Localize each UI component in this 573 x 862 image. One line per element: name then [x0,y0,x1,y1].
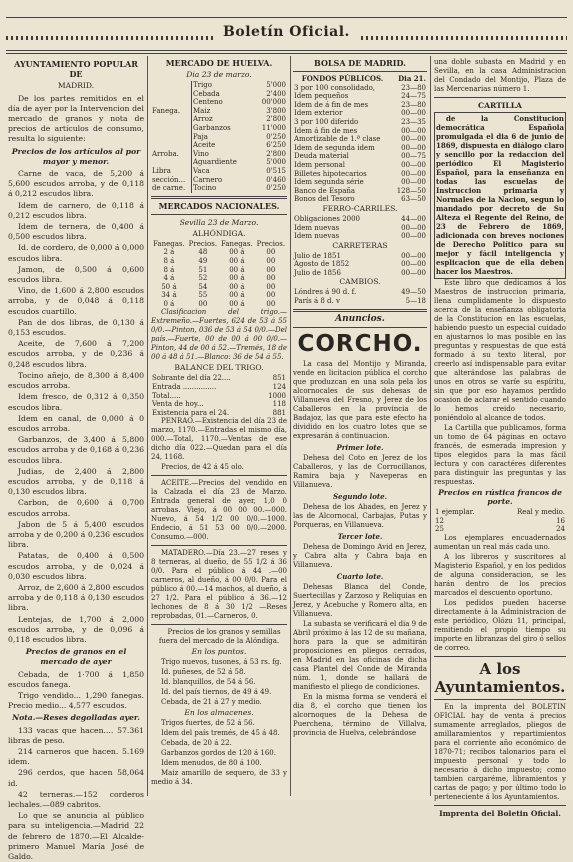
alhondiga-cell: 34 á [161,291,177,300]
fanega-row-value: 11'000 [261,123,286,132]
penrao-paragraph: PENRAO.—Existencia del día 23 de marzo, 1170.—Entradas el mismo día, 000.—Total, 1170.—Ventas de ese dicho día 022.—Quedan para el día 24, 1168. [151,417,287,462]
libra-row-label: Libra sección... de carne. [152,166,186,193]
fondos-row-cell: 00—00 [401,143,426,152]
clasificacion-paragraph: Clasificacion del trigo.—Extremeño.—Fuertes, 624 de 53 á 55 0/0.—Pinton, 036 de 53 á 54 0/0.—Del país.—Fuerte, 00 de 00 á 00 0/0.—Pinton, 44 de 00 á 52.—Tremés, 18 de 00 á 48 á 51.—Blanco: 36 de 54 á 55. [151,308,287,362]
alhondiga-cell: 00 [266,282,276,291]
grain-subheading: Precios de granos en el mercado de ayer [25,647,127,667]
reses-list [8,726,144,862]
price-item: Tocino añejo, de 8,300 á 8,400 escudos arroba. [8,370,144,391]
alhondiga-cell: 00 á [229,248,245,257]
alhondiga-cell: 55 [198,291,208,300]
carreteras-row [293,252,427,261]
misma-paragraph: En la misma forma se venderá el dia 8, el corcho que tienen los alcornoques de la Dehesa de Puerchena, término de Villalva, provincia de Huelva, celebrándose [293,692,427,737]
balance-row [151,383,287,392]
ferro-row [293,215,427,224]
libra-row-value: 0'460 [266,175,286,184]
divider [293,71,427,72]
ferro-row-cell: 00—00 [401,223,426,232]
fondos-row-cell: 23—80 [401,83,426,92]
carreteras-row-cell: 00—00 [401,251,426,260]
alhondiga-cell: 51 [198,265,208,274]
price-item: Lentejas, de 1,700 á 2,000 escudos arroba, y de 0,096 á 0,118 escudos libra. [8,614,144,644]
alhondiga-cell: 49 [198,256,208,265]
alhondiga-row [151,248,287,257]
fondos-row-cell: Idem de segunda idem [294,143,375,152]
balance-label: Existencia para el 24. [152,408,230,417]
precios-table [434,508,566,534]
balance-label: Entrada ............... [152,383,217,392]
precios-row-cell: 16 [556,516,565,525]
arroba-row-value: 5'000 [266,158,286,167]
arroba-table [151,141,287,167]
alhondiga-cell: 2 á [163,248,175,257]
fondos-row-cell: 00—75 [401,152,426,161]
alhondiga-cell: 00 á [229,256,245,265]
precios-heading: Precios en rústica francos de porte. [438,488,562,506]
fondos-row-cell: Idem exterior [294,109,343,118]
cambios-row-cell: 49—50 [401,288,426,297]
imprenta-footer: Imprenta del Boletin Oficial. [439,808,561,818]
fanega-row-value: 2'400 [266,89,286,98]
anuncios-heading: Anuncios. [335,313,385,324]
arroba-row [151,141,287,150]
alhondiga-cell: 4 á [163,274,175,283]
reses-item: 133 vacas que hacen.... 57.361 libras de peso. [8,725,144,745]
pedidos-paragraph: Los pedidos pueden hacerse directamente á la Administracion de este periódico, Olózu 11, principal, remitiendo el propio tiempo su importe en libranzas del giro ó sellos de correo. [434,598,566,652]
cambios-heading: CAMBIOS. [339,277,381,287]
price-item: Garbanzos, de 3,400 á 5,800 escudos arroba y de 0,168 á 0,236 escudos libra. [8,435,144,465]
fondos-row-cell: Billetes hipotecarios [294,169,367,178]
fuera-list [151,658,287,707]
matadero-paragraph: MATADERO.—Día 23.—27 reses y 8 terneras, al dueño, de 55 1/2 á 36 0/0. Para el público á 44 .—00 carneros, al dueño, á 00 0/0. Para el público á 00.—14 machos, al dueño, á 27 1/2. Para el público á 36.—12 lechones de 8 á 30 1/2 —Reses reprobadas, 01.—Carneros, 0. [151,549,287,621]
alhondiga-col-header: Precios. [256,239,286,248]
cartilla-box [434,112,566,279]
arroba-row-value: 6'250 [266,141,286,150]
fondos-row-cell: 00—00 [401,135,426,144]
alhondiga-cell: 8 á [163,256,175,265]
subasta-paragraph: La subasta se verificará el dia 9 de Abril próximo á las 12 de su mañana, hora para la que se admitirán proposiciones en pliegos cerrados, en Madrid en las oficinas de dicha casa Plantel del Conde de Miranda núm. 1, donde se hallará de manifiesto el pliego de condiciones. [293,619,427,691]
cambios-row-cell: Lóndres á 90 d. f. [294,288,357,297]
divider [151,475,287,476]
lotes-list [293,443,427,619]
corcho-paragraph: La casa del Montijo y Miranda, vende en licitacion pública el corcho que produzcan en una sola pela los alcornocales de sus dehesas de Villanueva del Fresno, y Jerez de los Caballeros en la provincia de Badajoz, las que para este efecto ha dividido en los cuatro lotes que se expresarán á continuacion. [293,359,427,440]
alhondiga-col-header: Precios. [188,239,218,248]
almacenes-item: Idem menudos, de 80 á 100. [161,759,262,768]
alhondiga-cell: 00 [266,248,276,257]
lote-title: Tercer lote. [337,531,383,541]
alhondiga-heading: ALHÓNDIGA. [192,228,246,238]
balance-heading: BALANCE DEL TRIGO. [174,363,264,373]
precios-paragraph: Precios, de 42 á 45 olo. [161,463,244,472]
price-item: Judias, de 2,400 á 2,800 escudos arroba, y de 0,118 á 0,130 escudos libra. [8,466,144,497]
lote-title: Primer lote. [336,442,384,452]
cambios-row-cell: 5—18 [405,297,426,306]
alhondiga-cell: 00 á [229,291,245,300]
libra-table [151,167,287,193]
fanega-row-value: 3'800 [266,106,286,115]
alhondiga-cell: 00 [266,265,276,274]
almacenes-item: Idem del país tremés, de 45 á 48. [161,729,280,738]
price-item: Carbon, de 0,600 á 0,700 escudos arroba. [8,498,144,518]
fondos-row [293,187,427,196]
ayuntamientos-paragraph: En la imprenta del BOLETIN OFICIAL hay de venta á precios sumamente arreglados, pliegos de amillaramientos y repartimientos para el corriente año económico de 1870-71; recibos talonarios para el impuesto personal y todo lo necesario á dicho impuesto; como tambien cargaréme, libramientos y cartas de pago; y por último todo lo perteneciente á los Ayuntamientos. [434,702,566,801]
fondos-row [293,127,427,136]
fondos-row-cell: 3 por 100 diferido [294,117,359,126]
precios-row-cell: 25 [435,525,444,534]
alhondiga-col-header: Fanegas. [153,239,185,248]
almacenes-heading: En los almacenes. [184,708,254,718]
fanega-row-item: Maiz [192,107,250,116]
precios-col-header: Real y medio. [516,508,565,516]
fondos-row-cell: Banco de España [294,186,356,195]
divider [434,699,566,700]
cartilla-heading: CARTILLA [478,101,522,110]
fanega-row-item: Trigo [192,81,250,90]
alhondiga-row [151,291,287,300]
dia-heading: Dia 21. [398,74,426,83]
alhondiga-cell: 00 [266,256,276,265]
ejemplares-paragraph: Los ejemplares encuadernados aumentan un real más cada uno. [434,533,566,551]
divider [434,805,566,806]
fondos-row-cell: 63—50 [401,195,426,204]
price-item: Carne de vaca, de 5,200 á 5,600 escudos arroba, y de 0,118 á 0,212 escudos libra. [8,169,144,199]
fondos-row-cell: 00—00 [401,178,426,187]
fondos-row [293,92,427,101]
balance-value: 881 [272,408,286,417]
masthead-title-text: Boletín Oficial. [215,24,358,40]
column-mercado-huelva [151,58,287,794]
alhondiga-cell: 54 [198,282,208,291]
almacenes-item: Garbanzos gordos de 120 á 160. [161,749,276,758]
fondos-table [293,75,427,204]
reses-item: Lo que se anuncia al público para su inteligencia.—Madrid 22 de febrero de 1870.—El Alcalde-primero Manuel María José de Galdo. [8,811,144,862]
fondos-row-cell: Idem segunda série [294,178,364,187]
alhondiga-row [151,283,287,292]
alhondiga-row [151,300,287,309]
ferro-heading: FERRO-CARRILES. [322,203,398,213]
fanega-row-item: Paja [192,133,250,142]
almacenes-item: Trigos fuertes, de 52 á 56. [161,719,255,728]
price-item: Patatas, de 0,400 á 0,500 escudos arroba, y de 0,024 á 0,030 escudos libra. [8,551,144,581]
libreros-paragraph: A los libreros y suscritores al Magisterio Español, y en los pedidos de alguna consideracion, se les harán dentro de los precios marcados el descuento oportuno. [434,552,566,597]
lote-title: Cuarto lote. [336,571,384,581]
alhondiga-cell: 50 á [161,282,177,291]
fondos-row [293,84,427,93]
lote-description: Dehesa del Coto en Jerez de los Caballeros, y las de Corrocillanos, Ramira baja y Naveperas en Villanueva. [293,453,427,489]
carreteras-row-cell: Julio de 1851 [294,251,341,260]
balance-row [151,409,287,418]
alhondiga-cell: 00 [266,299,276,308]
aceite-paragraph: ACEITE.—Precios del vendido en la Calzada el día 23 de Marzo. Entrada general de ayer, 1,0 0 arrobas. Viejo, á 00 00 00.—000. Nuevo, á 54 1/2 00 0/0.—1000. Endecio, á 51 53 00 0/0.—2000. Consumo.—000. [151,479,287,542]
balance-label: Sobrante del día 22.... [152,374,231,383]
fanega-row-value: 0'250 [266,132,286,141]
reses-subheading: Nota.—Reses degolladas ayer. [12,713,140,723]
balance-value: 118 [272,400,286,409]
top-rule [6,17,567,18]
ferro-row-cell: 00—00 [401,232,426,241]
masthead-title [0,24,573,40]
balance-label: Total..... [152,391,181,400]
column-anuncios [434,58,566,818]
market-date: Dia 23 de marzo. [186,70,252,79]
fondos-row-cell: Idem pequeños [294,92,349,101]
fanega-row-item: Centeno [192,98,250,107]
price-item: Pan de dos libras, de 0,130 á 0,153 escudos. [8,317,144,338]
alhondiga-cell: 00 á [229,265,245,274]
section-heading: MERCADO DE HUELVA. [165,58,273,68]
fondos-row [293,101,427,110]
arroba-row-item: Vino [192,150,257,159]
column-divider [430,56,431,796]
carreteras-table [293,252,427,278]
almacenes-item: Maiz amarillo de sequero, de 33 y medio á 34. [151,769,287,787]
precios-row-cell: 24 [556,525,565,534]
arroba-row-label: Arroba. [152,149,179,158]
cartilla-paragraph: de la Constitucion democrática Española promulgada el dia 6 de junio de 1869, dispuesta en diálogo claro y sencillo por la redaccion del periódico El Magisterio Español, para la enseñanza en todas las escuelas de Instruccion primaria y Normales de la Nacion, segun lo mandado por decreto de Su Alteza el Regente del Reino, de 23 de Febrero de 1869, adicionada con breves nociones de Derecho Político para su mejor y fácil inteligencia y esplicacion que de ella deben hacer los Maestros. [436,114,564,276]
libra-row-item: Carnero [192,176,249,185]
price-item: Idem fresco, de 0,312 á 0,350 escudos libra. [8,392,144,412]
grain-item: Cebada, de 1·700 á 1,850 escudos fanega. [8,669,144,689]
alhondiga-col-header: Fanegas. [221,239,253,248]
fondos-row [293,161,427,170]
price-item: Aceite, de 7,600 á 7,200 escudos arroba, y de 0,236 á 0,248 escudos libra. [8,339,144,369]
fondos-row [293,118,427,127]
carreteras-row-cell: Julio de 1856 [294,268,341,277]
lote-description: Dehesas Blanca del Conde, Suertecillas y Zarzoso y Reliquias en Jerez, y Acebuche y Romero alta, en Villanueva. [293,582,427,618]
libro-paragraph: Este libro que dedicamos á los Maestros de instruccion primaria, llena cumplidamente lo dispuesto acerca de la enseñanza obligatoria de la Constitucion en las escuelas, habiendo puesto un especial cuidado en ajustarnos lo mas posible en las preguntas y respuestas de que está formado á su texto literal, por creerlo así indispensable para evitar que alterándose las palabras de unos en otros se varíe su espíritu, sin que por eso hayamos perdido ocasion de aclarar el sentido cuando lo hemos creido necesario, poniéndolo al alcance de todos. [434,279,566,422]
section-heading: MERCADOS NACIONALES. [158,200,280,211]
ferro-row-cell: Obligaciones 2000 [294,214,361,223]
fuera-item: Trigo nuevos, tusones, á 53 rs. fg. [161,658,282,667]
fondos-row-cell: Idem personal [294,160,345,169]
divider [151,214,287,215]
price-item: Vino, de 1,600 á 2,800 escudos arroba, y de 0,048 á 0,118 escudos cuartillo. [8,286,144,316]
carreteras-row [293,260,427,269]
cambios-row [293,297,427,306]
ferro-row-cell: 44—00 [401,214,426,223]
alhondiga-cell: 00 á [229,299,245,308]
fuera-item: Id. blanquillos, de 54 á 56. [161,678,256,687]
fondos-row [293,178,427,187]
fondos-row-cell: 00—00 [401,109,426,118]
divider [434,97,566,98]
fanega-row-label: Fanega. [152,106,181,115]
precios-row [434,525,566,534]
carreteras-row-cell: Agosto de 1852 [294,260,350,269]
precios-col-header: 1 ejemplar. [435,508,475,516]
reses-item: 296 cerdos, que hacen 58,064 id. [8,768,144,788]
prices-subheading: Precios de los artículos al por mayor y menor. [11,146,141,166]
balance-table [151,374,287,417]
fondos-row [293,144,427,153]
balance-value: 124 [272,383,286,392]
fondos-row [293,152,427,161]
libra-row-item: Vaca [192,167,249,176]
fuera-item: Id. del país tiernos, de 49 á 49. [161,688,272,697]
divider [151,624,287,625]
carreteras-row-cell: 00—00 [401,268,426,277]
alhondiga-cell: 00 á [229,274,245,283]
divider [434,656,566,657]
fondos-row-cell: Amortizable de 1.ª clase [294,135,381,144]
fanega-table [151,81,287,141]
ayuntamientos-headline: A los Ayuntamientos. [434,659,566,696]
fuera-item: Id. puñeses, de 52 á 58. [161,668,246,677]
alhondiga-cell: 0 á [163,299,175,308]
price-item: Idem de ternera, de 0,400 á 0,500 escudos libra. [8,222,144,242]
balance-label: Venta de hoy... [152,400,204,409]
price-item: Jamon, de 0,500 á 0,600 escudos libra. [8,264,144,285]
fondos-row [293,195,427,204]
price-item: Idem de carnero, de 0,118 á 0,212 escudos libra. [8,200,144,220]
balance-row [151,400,287,409]
alhondiga-cell: 52 [198,274,208,283]
almacenes-list [151,719,287,787]
alhondiga-row [151,266,287,275]
puntos-heading: En los puntos. [191,647,247,657]
masthead-rule-1 [6,50,567,51]
balance-row [151,374,287,383]
subasta-continuation: una doble subasta en Madrid y en Sevilla, en la casa Administracion del Condado del Montijo, Plaza de las Mercenarias número 1. [434,58,566,93]
column-bolsa [293,58,427,794]
fondos-heading: FONDOS PÚBLICOS. [301,74,384,83]
alhondiga-table [151,240,287,309]
carreteras-row-cell: 00—00 [401,260,426,269]
arroba-row-item: Aguardiente [192,158,257,167]
cambios-table [293,288,427,305]
cambios-row-cell: París á 8 d. v [294,297,340,306]
alhondiga-row [151,274,287,283]
balance-value: 1000 [268,391,286,400]
reses-item: 214 carneros que hacen. 5.169 idem. [8,747,144,767]
fondos-row-cell: 00—00 [401,126,426,135]
fondos-row-cell: 24—75 [401,92,426,101]
divider [151,545,287,546]
cambios-row [293,288,427,297]
fanega-row-value: 00'000 [261,98,286,107]
alhondiga-row [151,257,287,266]
grain-item: Trigo vendido... 1,290 fanegas. Precio medio... 4,577 escudos. [8,690,144,711]
sevilla-date: Sevilla 23 de Marzo. [179,217,259,227]
fanega-row-value: 2'800 [266,115,286,124]
fanega-row [151,81,287,90]
fondos-row-cell: Idem de á fin de mes [294,100,369,109]
alhondiga-cell: 48 [198,248,208,257]
ferro-row [293,224,427,233]
fuera-item: Cebada, de 21 á 27 y medio. [161,698,262,707]
carreteras-row [293,269,427,278]
ferro-row-cell: Idem nuevas [294,232,340,241]
fondos-row [293,135,427,144]
fondos-row-cell: 00—00 [401,160,426,169]
divider [293,309,427,312]
carreteras-heading: CARRETERAS [332,240,388,250]
ferro-row-cell: Idem nuevas [294,223,340,232]
libra-row-value: 0'250 [266,184,286,193]
libra-row [151,167,287,176]
fanega-row-item: Arroz [192,115,250,124]
fondos-row-cell: Deuda material [294,152,349,161]
balance-row [151,392,287,401]
fondos-row-cell: Bonos del Tesoro [294,195,355,204]
fondos-row-cell: 3 por 100 consolidado, [294,83,376,92]
balance-value: 851 [272,374,286,383]
fuera-heading: Precios de los granos y semillas fuera del mercado de la Alóndiga. [158,628,281,646]
ferro-row [293,232,427,241]
price-item: Id. de cordero, de 0,000 á 0,000 escudos libra. [8,243,144,263]
libra-row-value: 0'515 [266,166,286,175]
intro-paragraph: De los partes remitidos en el día de ayer por la Intervencion del mercado de granos y nota de precios de artículos de consumo, resulta lo siguiente: [8,93,144,144]
reses-item: 42 terneras.—152 corderos lechales.—089 cabritos. [8,789,144,810]
arroba-row-value: 2'800 [266,149,286,158]
fondos-row-cell: 23—35 [401,117,426,126]
section-heading: BOLSA DE MADRID. [314,58,406,68]
alhondiga-cell: 00 á [229,282,245,291]
column-divider [147,56,148,796]
fondos-row-cell: 23—80 [401,100,426,109]
ferro-table [293,215,427,241]
price-list [8,169,144,645]
lote-description: Dehesa de los Abades, en Jerez y las de Alcornocal, Carbajas, Putas y Porqueras, en Villanueva. [293,502,427,529]
alhondiga-cell: 00 [266,274,276,283]
masthead-rule-2 [6,53,567,54]
lote-title: Segundo lote. [332,491,388,501]
arroba-row-item: Aceite [192,141,257,150]
masthead [0,0,573,56]
fondos-row-cell: 128—50 [396,186,426,195]
corcho-headline: CORCHO. [297,330,423,357]
price-item: Jabon de 5 á 5,400 escudos arroba y de 0,200 á 0,236 escudos libra. [8,519,144,550]
section-heading: AYUNTAMIENTO POPULAR DE [14,59,138,80]
price-item: Arroz, de 2,600 á 2,800 escudos arroba y de 0,118 á 0,130 escudos libra. [8,582,144,613]
alhondiga-cell: 00 [198,299,208,308]
lote-description: Dehesa de Domingo Avid en Jerez, y Cabra alta y Cabra baja en Villanueva. [293,542,427,569]
libra-row-item: Tocino [192,184,249,193]
fanega-row-item: Cebada [192,90,250,99]
section-subheading: MADRID. [57,81,95,91]
fondos-row [293,109,427,118]
cartilla2-paragraph: La Cartilla que publicamos, forma un tomo de 64 páginas en octavo francés, de esmerada impresion y tipos elegidos para la mas fácil lectura y con caractéres diferentes para distinguir las preguntas y las respuestas. [434,424,566,486]
precios-row [434,517,566,526]
column-ayuntamiento [8,58,144,862]
grain-list [8,670,144,712]
fanega-row-value: 5'000 [266,81,286,89]
fondos-row-cell: Idem á fin de mes [294,126,358,135]
fondos-row [293,170,427,179]
price-item: Idem en canal, de 0,000 á 0 escudos arroba. [8,413,144,433]
precios-row-cell: 12 [435,516,444,525]
alhondiga-cell: 00 [266,291,276,300]
almacenes-item: Cebada, de 20 á 22. [161,739,232,748]
alhondiga-cell: 8 á [163,265,175,274]
divider [151,196,287,199]
fanega-row-item: Garbanzos [192,124,250,133]
fondos-row-cell: 00—00 [401,169,426,178]
divider [293,327,427,328]
column-divider [290,56,291,796]
